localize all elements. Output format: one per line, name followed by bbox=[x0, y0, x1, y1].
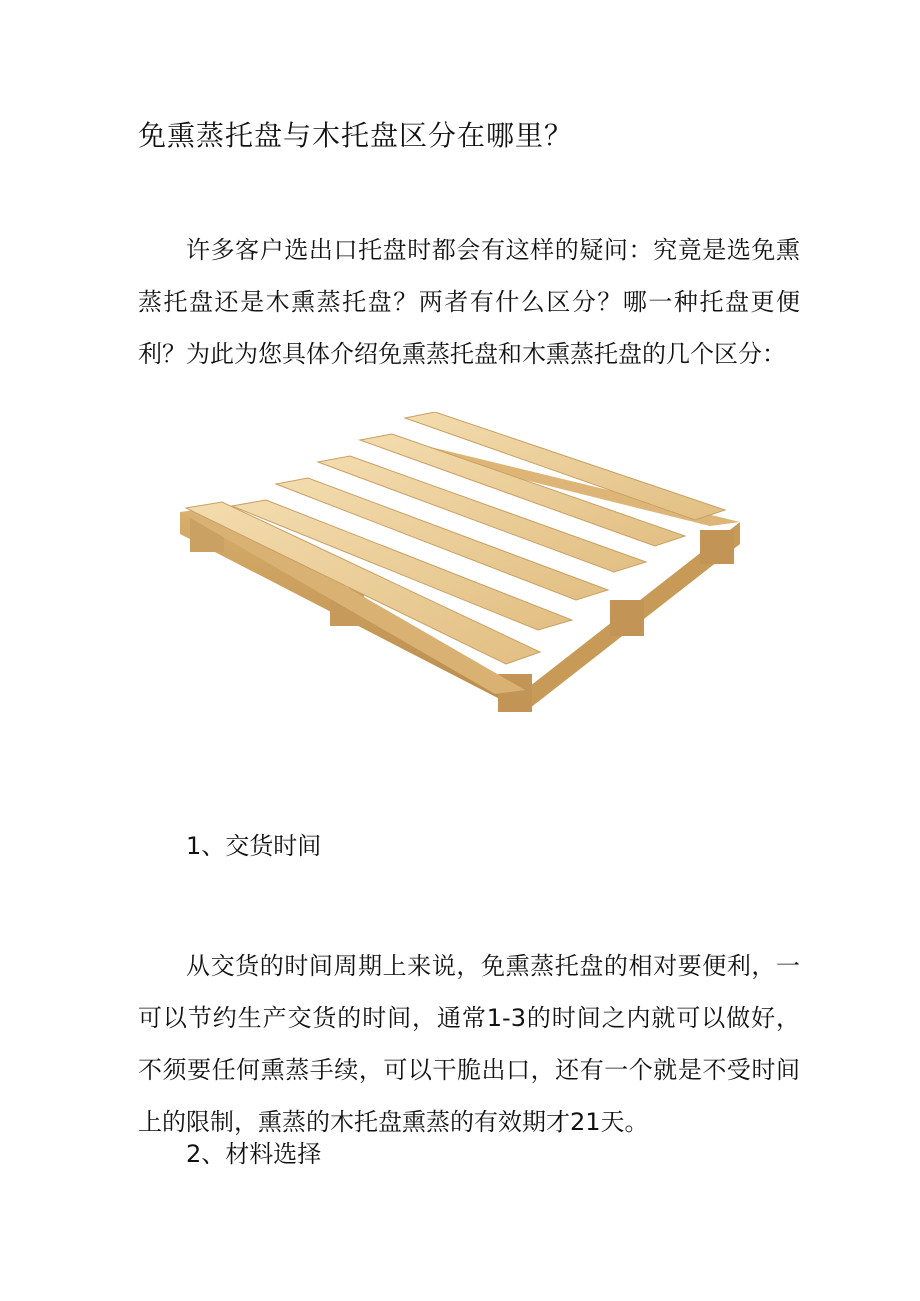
section-body-delivery-time: 从交货的时间周期上来说，免熏蒸托盘的相对要便利，一可以节约生产交货的时间，通常1-3的时间之内就可以做好，不须要任何熏蒸手续，可以干脆出口，还有一个就是不受时间上的限制，熏蒸的木托盘熏蒸的有效期才21天。 bbox=[138, 952, 800, 1136]
pallet-block bbox=[700, 530, 734, 564]
page-title: 免熏蒸托盘与木托盘区分在哪里？ bbox=[138, 119, 574, 152]
intro-paragraph: 许多客户选出口托盘时都会有这样的疑问：究竟是选免熏蒸托盘还是木熏蒸托盘？两者有什么区分？哪一种托盘更便利？为此为您具体介绍免熏蒸托盘和木熏蒸托盘的几个区分： bbox=[138, 236, 800, 368]
pallet-block bbox=[610, 600, 644, 636]
pallet-deck-board bbox=[186, 502, 540, 664]
section-heading-delivery-time: 1、交货时间 bbox=[186, 832, 322, 860]
section-heading-material-selection: 2、材料选择 bbox=[186, 1140, 322, 1168]
wooden-pallet-image bbox=[180, 412, 740, 712]
